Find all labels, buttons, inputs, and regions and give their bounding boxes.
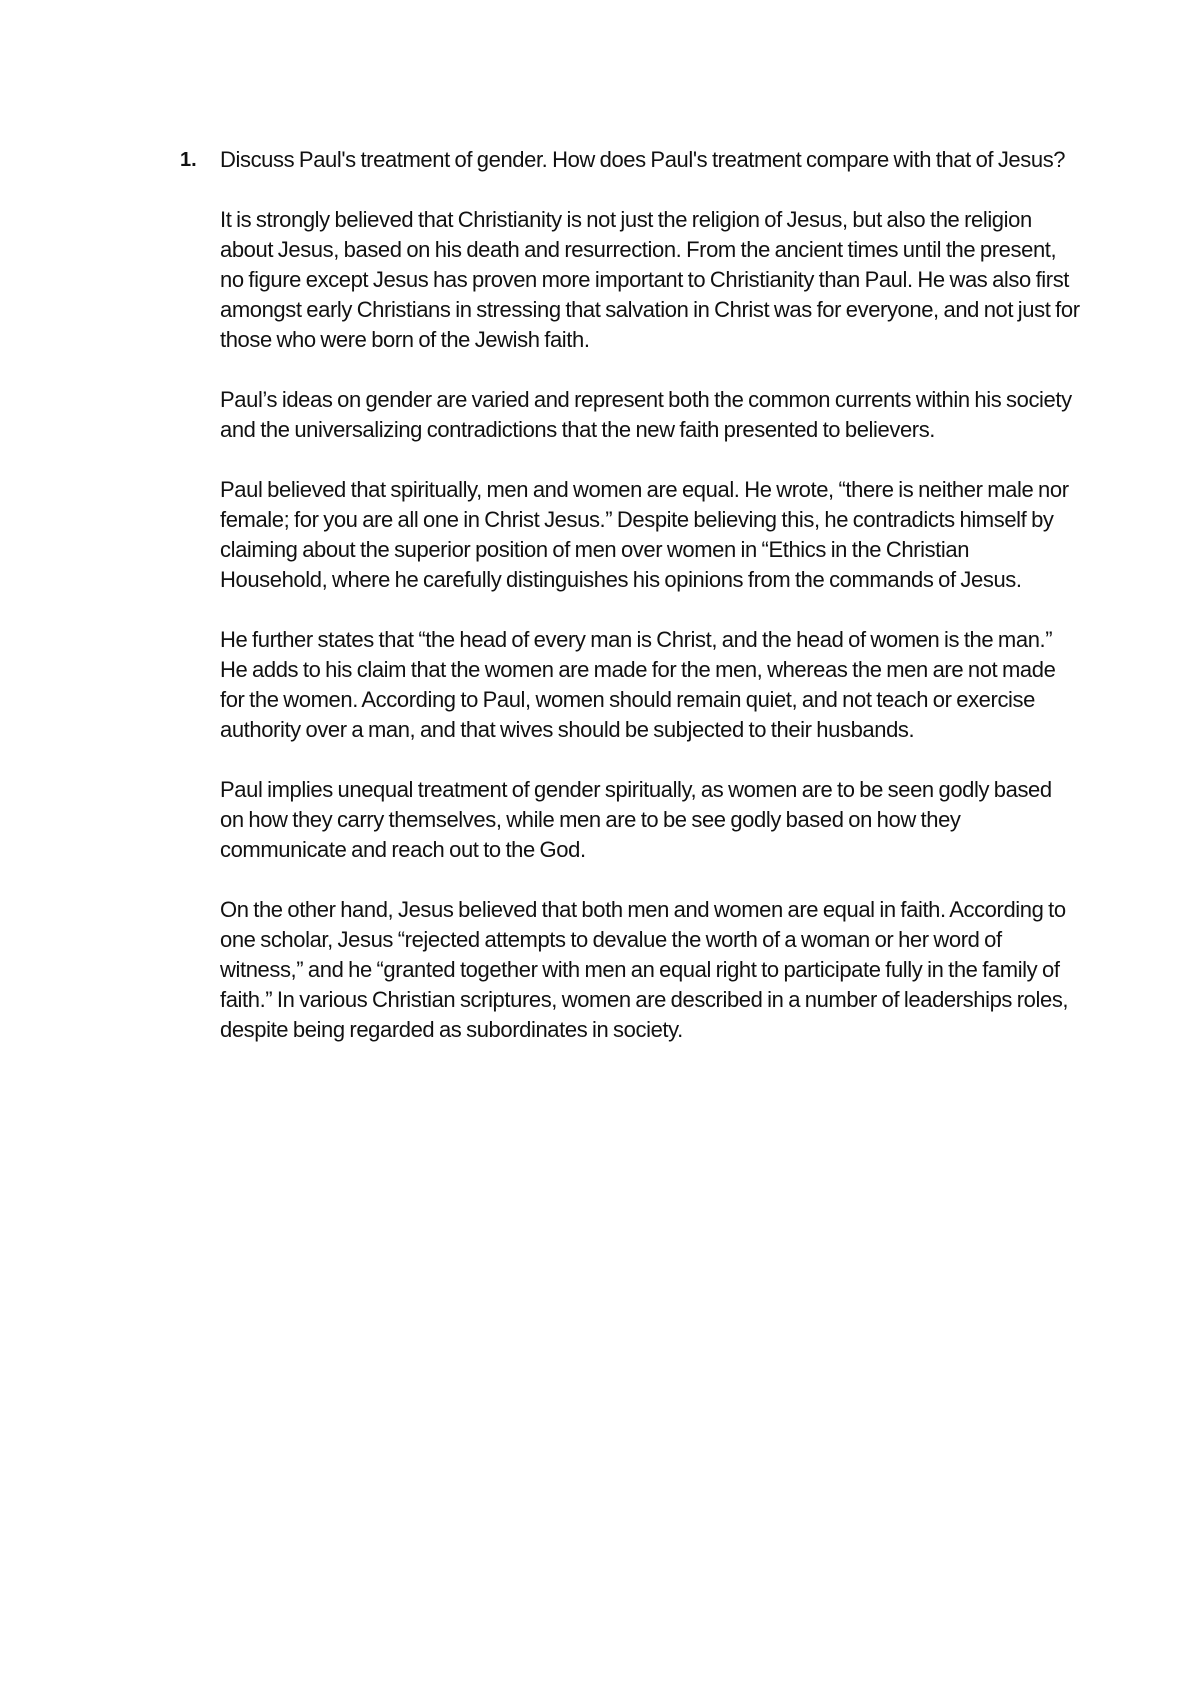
question-content [220,145,1080,1075]
paragraph-3: Paul believed that spiritually, men and women are equal. He wrote, “there is neither male nor female; for you are all one in Christ Jesus.” Despite believing this, he contradicts himself by claiming about the superior position of men over women in “Ethics in the Christian Household, where he carefully distinguishes his opinions from the commands of Jesus. [220,477,1069,592]
paragraph-6: On the other hand, Jesus believed that both men and women are equal in faith. According to one scholar, Jesus “rejected attempts to devalue the worth of a woman or her word of witness,” and he “granted together with men an equal right to participate fully in the family of faith.” In various Christian scriptures, women are described in a number of leaderships roles, despite being regarded as subordinates in society. [220,897,1069,1042]
paragraph-1: It is strongly believed that Christianity is not just the religion of Jesus, but also the religion about Jesus, based on his death and resurrection. From the ancient times until the present, no figure except Jesus has proven more important to Christianity than Paul. He was also first amongst early Christians in stressing that salvation in Christ was for everyone, and not just for those who were born of the Jewish faith. [220,207,1080,352]
paragraph-2: Paul’s ideas on gender are varied and represent both the common currents within his society and the universalizing contradictions that the new faith presented to believers. [220,387,1072,442]
question-title: Discuss Paul's treatment of gender. How does Paul's treatment compare with that of Jesus? [220,147,1066,172]
question-number: 1. [180,149,197,171]
paragraph-5: Paul implies unequal treatment of gender spiritually, as women are to be seen godly based on how they carry themselves, while men are to be see godly based on how they communicate and reach out to the God. [220,777,1052,862]
paragraph-4: He further states that “the head of every man is Christ, and the head of women is the man.” He adds to his claim that the women are made for the men, whereas the men are not made for the women. According to Paul, women should remain quiet, and not teach or exercise authority over a man, and that wives should be subjected to their husbands. [220,627,1056,742]
question-block [180,145,1080,1075]
